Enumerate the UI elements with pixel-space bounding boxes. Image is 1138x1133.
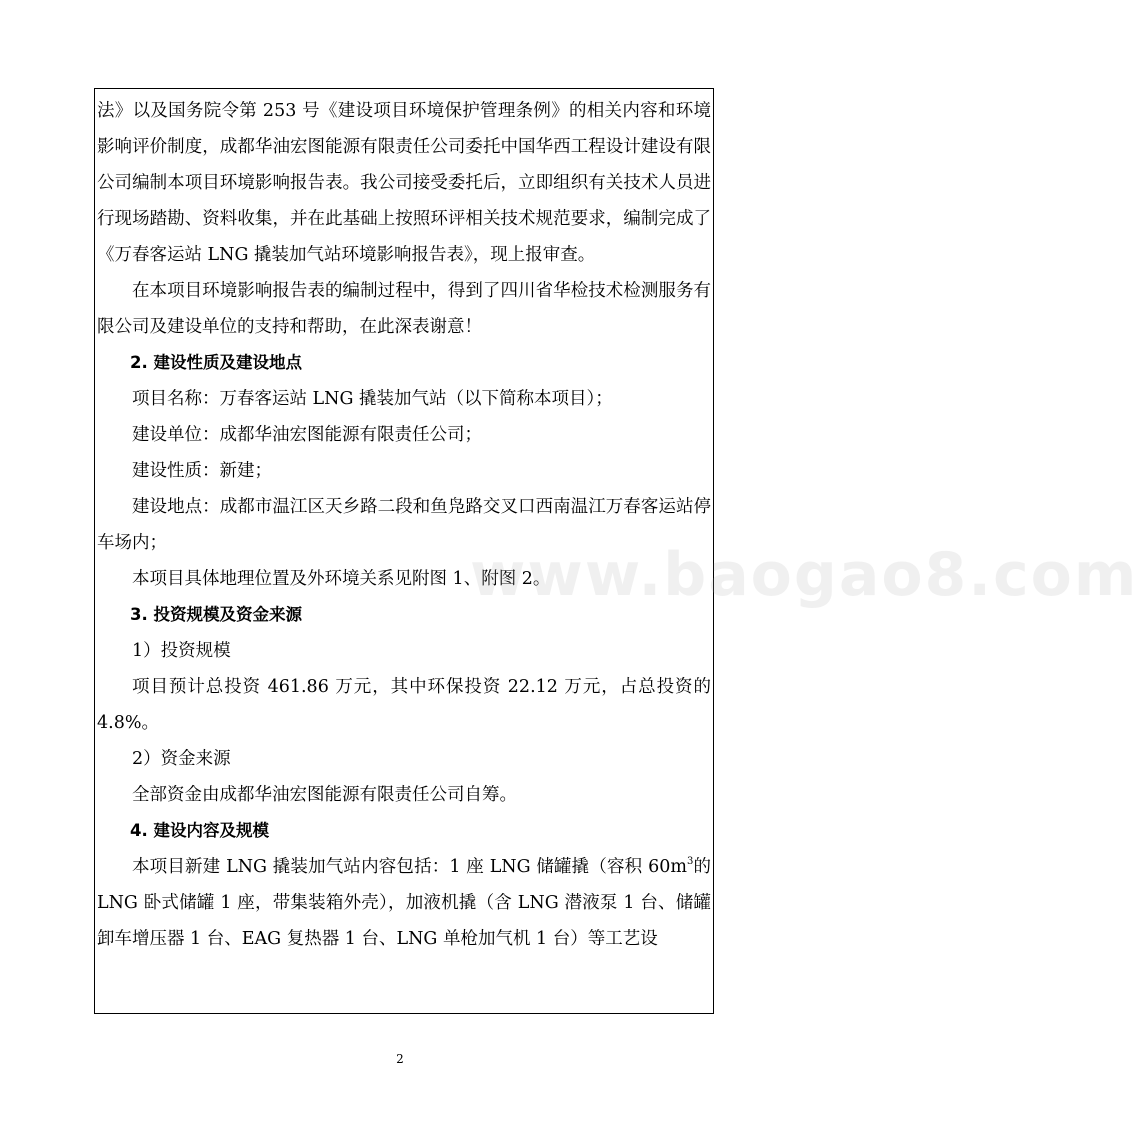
paragraph-acknowledgement: 在本项目环境影响报告表的编制过程中，得到了四川省华检技术检测服务有限公司及建设单位的支持和帮助，在此深表谢意！	[97, 281, 711, 337]
construction-content-part1: 本项目新建 LNG 撬装加气站内容包括：1 座 LNG 储罐撬（容积 60m	[132, 857, 687, 877]
superscript-cubic: 3	[686, 856, 694, 868]
paragraph-project-name: 项目名称：万春客运站 LNG 撬装加气站（以下简称本项目）；	[132, 389, 613, 409]
section-heading-construction-content: 4. 建设内容及规模	[130, 821, 269, 840]
document-body	[97, 93, 711, 957]
construction-content-part2: 的 LNG 卧式储罐 1 座，带集装箱外壳），加液机撬（含 LNG 潜液泵 1 台、储罐卸车增压器 1 台、EAG 复热器 1 台、LNG 单枪加气机 1 台）等工艺设	[97, 857, 711, 949]
paragraph-construction-content	[97, 849, 711, 957]
paragraph-investment-amount: 项目预计总投资 461.86 万元，其中环保投资 22.12 万元，占总投资的 4.8%。	[97, 677, 711, 733]
paragraph-intro-continued: 法》以及国务院令第 253 号《建设项目环境保护管理条例》的相关内容和环境影响评价制度，成都华油宏图能源有限责任公司委托中国华西工程设计建设有限公司编制本项目环境影响报告表。我公司接受委托后，立即组织有关技术人员进行现场踏勘、资料收集，并在此基础上按照环评相关技术规范要求，编制完成了《万春客运站 LNG 撬装加气站环境影响报告表》，现上报审查。	[97, 101, 711, 265]
paragraph-investment-scale-label: 1）投资规模	[132, 641, 231, 661]
paragraph-construction-nature: 建设性质：新建；	[132, 461, 272, 481]
paragraph-location-reference: 本项目具体地理位置及外环境关系见附图 1、附图 2。	[132, 569, 551, 589]
paragraph-funding-source: 全部资金由成都华油宏图能源有限责任公司自筹。	[132, 785, 517, 805]
watermark-logo: www.baogao8.com	[470, 540, 1138, 610]
paragraph-construction-site: 建设地点：成都市温江区天乡路二段和鱼凫路交叉口西南温江万春客运站停车场内；	[97, 497, 711, 553]
section-heading-investment: 3. 投资规模及资金来源	[130, 605, 302, 624]
page-number: 2	[396, 1052, 404, 1066]
paragraph-funding-source-label: 2）资金来源	[132, 749, 231, 769]
document-frame	[94, 88, 714, 1014]
section-heading-construction-nature: 2. 建设性质及建设地点	[130, 353, 302, 372]
paragraph-construction-unit: 建设单位：成都华油宏图能源有限责任公司；	[132, 425, 482, 445]
